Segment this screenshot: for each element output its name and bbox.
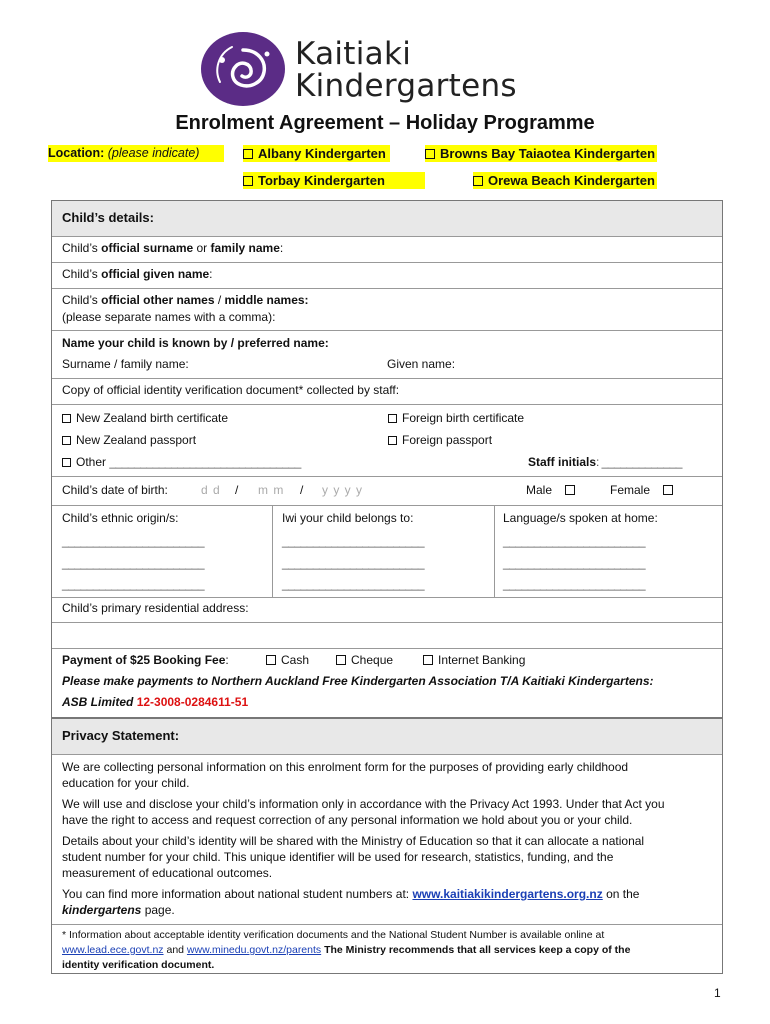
divider xyxy=(52,754,722,755)
albany-label: Albany Kindergarten xyxy=(258,146,386,161)
doc-foreign-passport[interactable] xyxy=(388,433,492,447)
other-mid: / xyxy=(214,293,225,307)
dob-month-input[interactable]: m m xyxy=(258,483,285,497)
dob-year-input[interactable]: y y y y xyxy=(322,483,364,497)
location-option-torbay[interactable] xyxy=(243,172,425,189)
preferred-surname-field[interactable]: Surname / family name: xyxy=(62,357,189,371)
privacy-p4-end: page. xyxy=(141,903,175,917)
checkbox-cash[interactable] xyxy=(266,655,276,665)
footnote-end xyxy=(62,959,214,971)
language-line[interactable]: _______________________ xyxy=(503,577,645,591)
bank-account-number: 12-3008-0284611-51 xyxy=(136,695,249,709)
other-names-field[interactable] xyxy=(62,293,309,307)
surname-pre: Child’s xyxy=(62,241,102,255)
iwi-line[interactable]: _______________________ xyxy=(282,577,424,591)
dob-sep: / xyxy=(235,483,239,497)
checkbox[interactable] xyxy=(62,414,71,423)
payment-internet-banking[interactable] xyxy=(423,653,525,667)
ethnic-line[interactable]: _______________________ xyxy=(62,556,204,570)
language-label: Language/s spoken at home: xyxy=(503,511,658,525)
checkbox-albany[interactable] xyxy=(243,149,253,159)
page-number: 1 xyxy=(714,986,721,1000)
male-label: Male xyxy=(526,483,553,497)
iwi-line[interactable]: _______________________ xyxy=(282,556,424,570)
female-label: Female xyxy=(610,483,651,497)
payment-cash[interactable] xyxy=(266,653,309,667)
minedu-link[interactable]: www.minedu.govt.nz/parents xyxy=(186,944,322,956)
payment-note xyxy=(62,674,654,688)
privacy-p2: have the right to access and request correction of any personal information we hold about you or your child. xyxy=(62,813,633,827)
gender-female[interactable] xyxy=(610,483,678,497)
surname-b1: official surname xyxy=(101,241,194,255)
preferred-name-heading xyxy=(62,336,329,350)
kaitiaki-website-link[interactable]: www.kaitiakikindergartens.org.nz xyxy=(412,887,603,901)
given-name-field[interactable] xyxy=(62,267,213,281)
dob-day-input[interactable]: d d xyxy=(201,483,221,497)
doc-foreign-passport-label: Foreign passport xyxy=(402,433,493,447)
other-b1: official other names xyxy=(101,293,215,307)
checkbox-male[interactable] xyxy=(565,485,575,495)
location-option-browns-bay[interactable] xyxy=(425,145,657,162)
divider xyxy=(52,288,722,289)
iwi-line[interactable]: _______________________ xyxy=(282,534,424,548)
checkbox-browns-bay[interactable] xyxy=(425,149,435,159)
privacy-p1: education for your child. xyxy=(62,776,190,790)
footnote-and: and xyxy=(163,944,187,956)
footnote-bold2: identity verification document. xyxy=(62,959,215,971)
doc-nz-birth[interactable] xyxy=(62,411,228,425)
doc-foreign-birth-label: Foreign birth certificate xyxy=(402,411,525,425)
logo-line2: Kindergartens xyxy=(295,68,517,104)
child-details-heading: Child’s details: xyxy=(62,210,154,225)
doc-other-label: Other xyxy=(76,455,107,469)
divider xyxy=(52,505,722,506)
logo xyxy=(200,30,570,108)
divider xyxy=(52,236,722,237)
internet-banking-label: Internet Banking xyxy=(438,653,526,667)
cash-label: Cash xyxy=(281,653,310,667)
privacy-p4-kindergartens: kindergartens xyxy=(62,903,142,917)
lead-ece-link[interactable]: www.lead.ece.govt.nz xyxy=(62,944,164,956)
privacy-p3: student number for your child. This unique identifier will be used for research, statistics, funding, and the xyxy=(62,850,614,864)
footnote: * Information about acceptable identity verification documents and the National Student Number is available online at xyxy=(62,929,605,941)
checkbox[interactable] xyxy=(62,458,71,467)
location-hint: (please indicate) xyxy=(107,146,200,160)
iwi-label: Iwi your child belongs to: xyxy=(282,511,414,525)
checkbox-torbay[interactable] xyxy=(243,176,253,186)
given-b1: official given name xyxy=(101,267,210,281)
staff-initials-line: : _____________ xyxy=(596,455,682,469)
location-label-text: Location: xyxy=(48,146,105,160)
other-b2: middle names: xyxy=(224,293,309,307)
spiral-logo-icon xyxy=(200,30,286,108)
divider xyxy=(52,262,722,263)
ethnic-origin-label: Child’s ethnic origin/s: xyxy=(62,511,179,525)
language-line[interactable]: _______________________ xyxy=(503,534,645,548)
privacy-p4 xyxy=(62,903,175,917)
given-pre: Child’s xyxy=(62,267,102,281)
id-doc-heading: Copy of official identity verification document* collected by staff: xyxy=(62,383,400,397)
privacy-p1: We are collecting personal information on this enrolment form for the purposes of providing early childhood xyxy=(62,760,629,774)
browns-bay-label: Browns Bay Taiaotea Kindergarten xyxy=(440,146,656,161)
privacy-p3: Details about your child’s identity will be shared with the Ministry of Education so that it can allocate a national xyxy=(62,834,645,848)
doc-nz-birth-label: New Zealand birth certificate xyxy=(76,411,229,425)
divider xyxy=(52,330,722,331)
given-post: : xyxy=(209,267,213,281)
other-pre: Child’s xyxy=(62,293,102,307)
bank-name: ASB Limited xyxy=(62,695,134,709)
payment-note-text: Please make payments to Northern Auckland Free Kindergarten Association T/A Kaitiaki Kindergartens: xyxy=(62,674,654,688)
payment-cheque[interactable] xyxy=(336,653,393,667)
column-divider xyxy=(494,505,495,597)
privacy-p4 xyxy=(62,887,639,901)
checkbox-female[interactable] xyxy=(663,485,673,495)
location-option-albany[interactable] xyxy=(243,145,390,162)
privacy-p3: measurement of educational outcomes. xyxy=(62,866,273,880)
checkbox[interactable] xyxy=(388,436,397,445)
payment-colon: : xyxy=(225,653,229,667)
footnote-links xyxy=(62,944,630,956)
ethnic-line[interactable]: _______________________ xyxy=(62,534,204,548)
dob-sep: / xyxy=(300,483,304,497)
checkbox-internet-banking[interactable] xyxy=(423,655,433,665)
privacy-p4-tail: on the xyxy=(602,887,640,901)
torbay-label: Torbay Kindergarten xyxy=(258,173,385,188)
ethnic-line[interactable]: _______________________ xyxy=(62,577,204,591)
privacy-p2: We will use and disclose your child’s information only in accordance with the Privacy Act 1993. Under that Act you xyxy=(62,797,665,811)
surname-b2: family name xyxy=(210,241,280,255)
gender-male[interactable] xyxy=(526,483,580,497)
address-label: Child’s primary residential address: xyxy=(62,601,249,615)
column-divider xyxy=(272,505,273,597)
privacy-heading: Privacy Statement: xyxy=(62,728,180,743)
page-title: Enrolment Agreement – Holiday Programme xyxy=(175,112,595,134)
location-label xyxy=(48,145,224,162)
payment-label xyxy=(62,653,229,667)
surname-mid: or xyxy=(193,241,211,255)
other-names-hint: (please separate names with a comma): xyxy=(62,310,276,324)
divider xyxy=(52,597,722,598)
privacy-p4-text: You can find more information about national student numbers at: xyxy=(62,887,413,901)
doc-foreign-birth[interactable] xyxy=(388,411,524,425)
logo-line1: Kaitiaki xyxy=(295,36,412,72)
address-input[interactable] xyxy=(52,623,722,648)
checkbox[interactable] xyxy=(62,436,71,445)
location-option-orewa[interactable] xyxy=(473,172,657,189)
divider xyxy=(52,378,722,379)
divider xyxy=(52,648,722,649)
orewa-label: Orewa Beach Kindergarten xyxy=(488,173,655,188)
doc-nz-passport-label: New Zealand passport xyxy=(76,433,197,447)
doc-other-line[interactable]: _______________________________ xyxy=(109,455,301,469)
preferred-given-field[interactable]: Given name: xyxy=(387,357,456,371)
doc-nz-passport[interactable] xyxy=(62,433,196,447)
checkbox-orewa[interactable] xyxy=(473,176,483,186)
divider xyxy=(52,404,722,405)
staff-initials-field[interactable] xyxy=(528,455,682,469)
checkbox[interactable] xyxy=(388,414,397,423)
divider xyxy=(52,924,722,925)
surname-field[interactable] xyxy=(62,241,283,255)
preferred-heading-text: Name your child is known by / preferred name: xyxy=(62,336,329,350)
bank-details xyxy=(62,695,248,709)
footnote-bold: The Ministry recommends that all services keep a copy of the xyxy=(321,944,631,956)
payment-label-text: Payment of $25 Booking Fee xyxy=(62,653,226,667)
dob-label: Child’s date of birth: xyxy=(62,483,168,497)
divider xyxy=(52,476,722,477)
doc-other[interactable] xyxy=(62,455,301,469)
surname-post: : xyxy=(279,241,284,255)
checkbox-cheque[interactable] xyxy=(336,655,346,665)
cheque-label: Cheque xyxy=(351,653,394,667)
staff-initials-label: Staff initials xyxy=(528,455,597,469)
language-line[interactable]: _______________________ xyxy=(503,556,645,570)
